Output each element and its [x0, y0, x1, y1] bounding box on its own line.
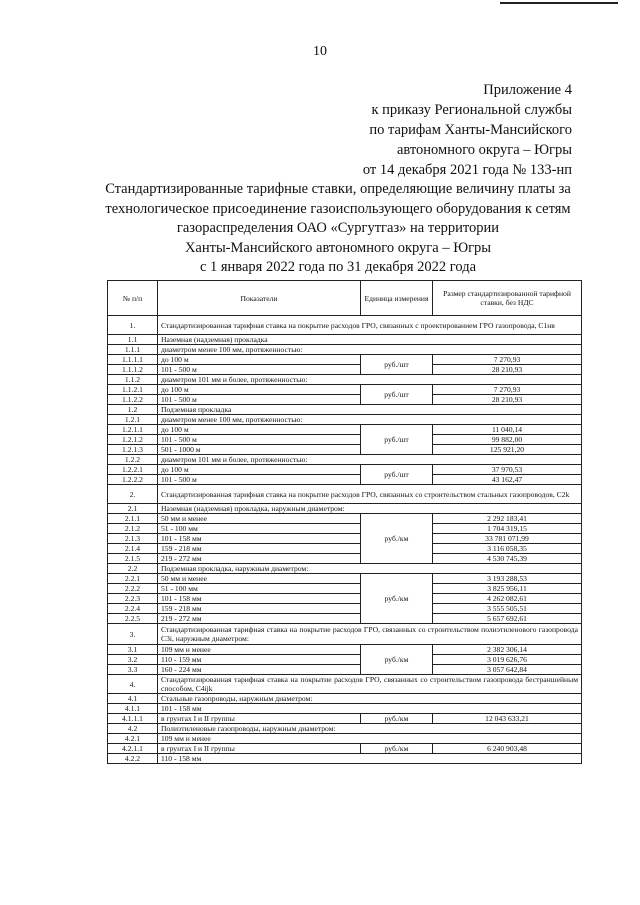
row-indicator: 109 мм и менее	[158, 645, 361, 655]
table-body	[108, 316, 582, 764]
row-unit: руб./км	[361, 645, 433, 675]
row-number: 3.1	[108, 645, 158, 655]
row-number: 4.2.1.1	[108, 744, 158, 754]
table-row	[108, 355, 582, 365]
row-number: 2.1.5	[108, 554, 158, 564]
table-row	[108, 316, 582, 335]
row-indicator: до 100 м	[158, 355, 361, 365]
row-indicator: Стандартизированная тарифная ставка на покрытие расходов ГРО, связанных с проектированием ГРО газопровода, C1нв	[158, 316, 582, 335]
row-indicator: 101 - 500 м	[158, 435, 361, 445]
table-row	[108, 415, 582, 425]
row-number: 4.2	[108, 724, 158, 734]
row-indicator: 159 - 218 мм	[158, 604, 361, 614]
table-row	[108, 645, 582, 655]
table-row	[108, 574, 582, 584]
tariff-table	[107, 280, 582, 764]
row-indicator: до 100 м	[158, 425, 361, 435]
row-rate-value: 3 116 058,35	[433, 544, 582, 554]
row-number: 4.	[108, 675, 158, 694]
table-row	[108, 724, 582, 734]
row-number: 1.2.1.1	[108, 425, 158, 435]
row-unit: руб./шт	[361, 425, 433, 455]
table-row	[108, 604, 582, 614]
row-indicator: 109 мм и менее	[158, 734, 582, 744]
row-number: 2.1.4	[108, 544, 158, 554]
row-rate-value: 12 043 633,21	[433, 714, 582, 724]
document-title	[76, 180, 600, 278]
row-indicator: в грунтах I и II группы	[158, 744, 361, 754]
row-unit: руб./км	[361, 514, 433, 564]
row-number: 1.2	[108, 405, 158, 415]
appendix-line: по тарифам Ханты-Мансийского	[369, 122, 572, 138]
row-indicator: 101 - 158 мм	[158, 704, 582, 714]
title-line: Ханты-Мансийского автономного округа – Югры	[184, 239, 492, 256]
row-indicator: 219 - 272 мм	[158, 614, 361, 624]
table-row	[108, 675, 582, 694]
table-row	[108, 614, 582, 624]
row-number: 4.1	[108, 694, 158, 704]
row-indicator: диаметром 101 мм и более, протяженностью:	[158, 455, 582, 465]
row-rate-value: 7 270,93	[433, 385, 582, 395]
row-indicator: Наземная (надземная) прокладка	[158, 335, 582, 345]
table-row	[108, 544, 582, 554]
row-indicator: Стальные газопроводы, наружным диаметром:	[158, 694, 582, 704]
row-rate-value: 37 970,53	[433, 465, 582, 475]
row-indicator: Наземная (надземная) прокладка, наружным диаметром:	[158, 504, 582, 514]
appendix-line: автономного округа – Югры	[396, 142, 572, 158]
row-rate-value: 3 193 288,53	[433, 574, 582, 584]
row-rate-value: 43 162,47	[433, 475, 582, 485]
row-indicator: 110 - 159 мм	[158, 655, 361, 665]
row-number: 1.2.2.2	[108, 475, 158, 485]
table-row	[108, 375, 582, 385]
table-row	[108, 744, 582, 754]
row-indicator: 101 - 500 м	[158, 395, 361, 405]
row-rate-value: 7 270,93	[433, 355, 582, 365]
table-row	[108, 584, 582, 594]
row-number: 2.1.3	[108, 534, 158, 544]
table-row	[108, 455, 582, 465]
row-indicator: Подземная прокладка, наружным диаметром:	[158, 564, 582, 574]
row-unit: руб./км	[361, 574, 433, 624]
title-line: газораспределения ОАО «Сургутгаз» на территории	[176, 220, 500, 236]
row-number: 2.2.2	[108, 584, 158, 594]
row-number: 4.1.1.1	[108, 714, 158, 724]
row-number: 4.1.1	[108, 704, 158, 714]
table-row	[108, 655, 582, 665]
row-number: 1.1.2.2	[108, 395, 158, 405]
row-number: 2.2.3	[108, 594, 158, 604]
row-indicator: 160 - 224 мм	[158, 665, 361, 675]
row-indicator: до 100 м	[158, 465, 361, 475]
row-rate-value: 99 882,00	[433, 435, 582, 445]
page-number: 10	[313, 44, 327, 59]
table-row	[108, 425, 582, 435]
row-indicator: 219 - 272 мм	[158, 554, 361, 564]
row-indicator: 51 - 100 мм	[158, 524, 361, 534]
table-row	[108, 385, 582, 395]
row-number: 2.2.5	[108, 614, 158, 624]
table-row	[108, 475, 582, 485]
appendix-line: к приказу Региональной службы	[371, 102, 572, 118]
table-row	[108, 594, 582, 604]
appendix-block	[363, 80, 572, 180]
row-indicator: 50 мм и менее	[158, 514, 361, 524]
row-indicator: Стандартизированная тарифная ставка на покрытие расходов ГРО, связанных со строительством стальных газопроводов, C2k	[158, 485, 582, 504]
row-number: 1.2.1.3	[108, 445, 158, 455]
row-rate-value: 5 657 692,61	[433, 614, 582, 624]
table-row	[108, 564, 582, 574]
row-rate-value: 6 240 903,48	[433, 744, 582, 754]
row-number: 1.1.2	[108, 375, 158, 385]
table-row	[108, 435, 582, 445]
row-number: 1.	[108, 316, 158, 335]
header-unit: Единица измерения	[361, 281, 433, 316]
table-row	[108, 524, 582, 534]
row-number: 4.2.1	[108, 734, 158, 744]
row-number: 1.1	[108, 335, 158, 345]
table-row	[108, 514, 582, 524]
table-row	[108, 405, 582, 415]
row-rate-value: 28 210,93	[433, 395, 582, 405]
table-row	[108, 465, 582, 475]
row-rate-value: 4 530 745,39	[433, 554, 582, 564]
row-number: 3.2	[108, 655, 158, 665]
row-number: 1.2.2	[108, 455, 158, 465]
table-row	[108, 754, 582, 764]
appendix-line: Приложение 4	[483, 82, 572, 98]
header-indicator: Показатели	[158, 281, 361, 316]
row-rate-value: 33 781 071,99	[433, 534, 582, 544]
row-rate-value: 2 292 183,41	[433, 514, 582, 524]
row-indicator: 101 - 500 м	[158, 475, 361, 485]
table-row	[108, 624, 582, 645]
row-indicator: диаметром менее 100 мм, протяженностью:	[158, 345, 582, 355]
table-row	[108, 445, 582, 455]
row-number: 1.2.1.2	[108, 435, 158, 445]
row-indicator: 101 - 158 мм	[158, 594, 361, 604]
row-number: 2.2.1	[108, 574, 158, 584]
row-indicator: Стандартизированная тарифная ставка на покрытие расходов ГРО, связанных со строительством газопровода бестраншейным способом, C4ijk	[158, 675, 582, 694]
table-row	[108, 665, 582, 675]
row-indicator: до 100 м	[158, 385, 361, 395]
row-rate-value: 3 057 642,84	[433, 665, 582, 675]
header-number: № п/п	[108, 281, 158, 316]
row-number: 1.2.1	[108, 415, 158, 425]
title-line: технологическое присоединение газоиспользующего оборудования к сетям	[105, 200, 571, 217]
row-indicator: диаметром 101 мм и более, протяженностью:	[158, 375, 582, 385]
table-row	[108, 345, 582, 355]
row-indicator: 159 - 218 мм	[158, 544, 361, 554]
row-rate-value: 3 019 626,76	[433, 655, 582, 665]
table-row	[108, 694, 582, 704]
row-number: 4.2.2	[108, 754, 158, 764]
row-indicator: 101 - 158 мм	[158, 534, 361, 544]
row-rate-value: 28 210,93	[433, 365, 582, 375]
title-line: с 1 января 2022 года по 31 декабря 2022 года	[199, 259, 477, 275]
table-row	[108, 365, 582, 375]
row-indicator: 51 - 100 мм	[158, 584, 361, 594]
row-indicator: 50 мм и менее	[158, 574, 361, 584]
row-rate-value: 11 040,14	[433, 425, 582, 435]
appendix-line: от 14 декабря 2021 года № 133-нп	[362, 162, 572, 178]
table-row	[108, 734, 582, 744]
row-unit: руб./шт	[361, 355, 433, 375]
row-number: 1.1.1.2	[108, 365, 158, 375]
table-row	[108, 335, 582, 345]
row-number: 3.	[108, 624, 158, 645]
table-header-row	[108, 281, 582, 316]
row-number: 2.2.4	[108, 604, 158, 614]
row-number: 2.1.1	[108, 514, 158, 524]
row-unit: руб./км	[361, 744, 433, 754]
row-unit: руб./шт	[361, 465, 433, 485]
row-number: 1.1.1.1	[108, 355, 158, 365]
row-indicator: 501 - 1000 м	[158, 445, 361, 455]
row-number: 2.1.2	[108, 524, 158, 534]
row-number: 2.1	[108, 504, 158, 514]
row-rate-value: 4 262 082,61	[433, 594, 582, 604]
row-number: 2.2	[108, 564, 158, 574]
row-indicator: 101 - 500 м	[158, 365, 361, 375]
row-number: 1.2.2.1	[108, 465, 158, 475]
table-row	[108, 395, 582, 405]
row-indicator: Подземная прокладка	[158, 405, 582, 415]
row-number: 1.1.2.1	[108, 385, 158, 395]
row-rate-value: 2 382 306,14	[433, 645, 582, 655]
row-indicator: в грунтах I и II группы	[158, 714, 361, 724]
header-rate: Размер стандартизированной тарифной ставки, без НДС	[433, 281, 582, 316]
row-rate-value: 3 825 956,11	[433, 584, 582, 594]
table-row	[108, 714, 582, 724]
table-row	[108, 504, 582, 514]
row-indicator: Полиэтиленовые газопроводы, наружным диаметром:	[158, 724, 582, 734]
row-number: 3.3	[108, 665, 158, 675]
row-indicator: 110 - 158 мм	[158, 754, 582, 764]
row-rate-value: 125 921,20	[433, 445, 582, 455]
row-rate-value: 3 555 505,51	[433, 604, 582, 614]
row-unit: руб./шт	[361, 385, 433, 405]
table-row	[108, 485, 582, 504]
row-indicator: Стандартизированная тарифная ставка на покрытие расходов ГРО, связанных со строительством полиэтиленового газопровода C3i, наружным диаметром:	[158, 624, 582, 645]
row-number: 1.1.1	[108, 345, 158, 355]
table-row	[108, 704, 582, 714]
title-line: Стандартизированные тарифные ставки, определяющие величину платы за	[105, 181, 571, 197]
table-row	[108, 534, 582, 544]
row-unit: руб./км	[361, 714, 433, 724]
table-row	[108, 554, 582, 564]
row-number: 2.	[108, 485, 158, 504]
row-rate-value: 1 704 319,15	[433, 524, 582, 534]
row-indicator: диаметром менее 100 мм, протяженностью:	[158, 415, 582, 425]
top-edge-line	[500, 2, 618, 4]
